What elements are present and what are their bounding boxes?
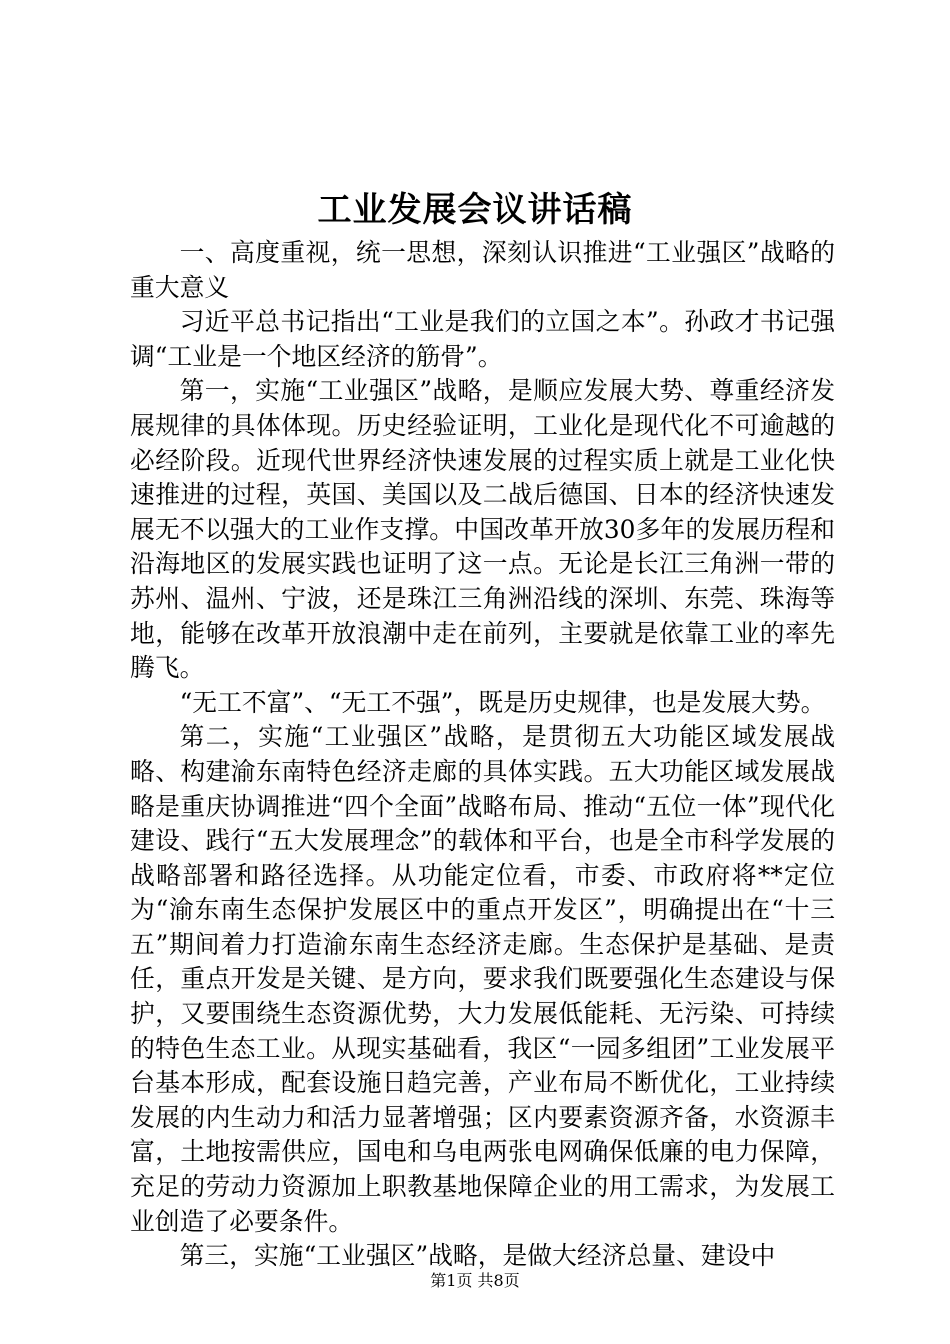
document-body	[130, 236, 835, 1274]
document-title: 工业发展会议讲话稿	[317, 190, 633, 230]
body-paragraph: 第三，实施“工业强区”战略，是做大经济总量、建设中	[179, 1241, 776, 1271]
page-number-footer: 第1页 共8页	[430, 1271, 520, 1290]
heading-paragraph: 一、高度重视，统一思想，深刻认识推进“工业强区”战略的重大意义	[130, 238, 835, 302]
body-paragraph: 第二，实施“工业强区”战略，是贯彻五大功能区域发展战略、构建渝东南特色经济走廊的具体实践。五大功能区域发展战略是重庆协调推进“四个全面”战略布局、推动“五位一体”现代化建设、践行“五大发展理念”的载体和平台，也是全市科学发展的战略部署和路径选择。从功能定位看，市委、市政府将**定位为“渝东南生态保护发展区中的重点开发区”，明确提出在“十三五”期间着力打造渝东南生态经济走廊。生态保护是基础、是责任，重点开发是关键、是方向，要求我们既要强化生态建设与保护，又要围绕生态资源优势，大力发展低能耗、无污染、可持续的特色生态工业。从现实基础看，我区“一园多组团”工业发展平台基本形成，配套设施日趋完善，产业布局不断优化，工业持续发展的内生动力和活力显著增强；区内要素资源齐备，水资源丰富，土地按需供应，国电和乌电两张电网确保低廉的电力保障，充足的劳动力资源加上职教基地保障企业的用工需求，为发展工业创造了必要条件。	[130, 722, 835, 1236]
body-paragraph: 第一，实施“工业强区”战略，是顺应发展大势、尊重经济发展规律的具体体现。历史经验证明，工业化是现代化不可逾越的必经阶段。近现代世界经济快速发展的过程实质上就是工业化快速推进的过程，英国、美国以及二战后德国、日本的经济快速发展无不以强大的工业作支撑。中国改革开放30多年的发展历程和沿海地区的发展实践也证明了这一点。无论是长江三角洲一带的苏州、温州、宁波，还是珠江三角洲沿线的深圳、东莞、珠海等地，能够在改革开放浪潮中走在前列，主要就是依靠工业的率先腾飞。	[130, 376, 835, 683]
body-paragraph: 习近平总书记指出“工业是我们的立国之本”。孙政才书记强调“工业是一个地区经济的筋骨”。	[130, 307, 835, 371]
body-paragraph: “无工不富”、“无工不强”，既是历史规律，也是发展大势。	[179, 687, 826, 717]
